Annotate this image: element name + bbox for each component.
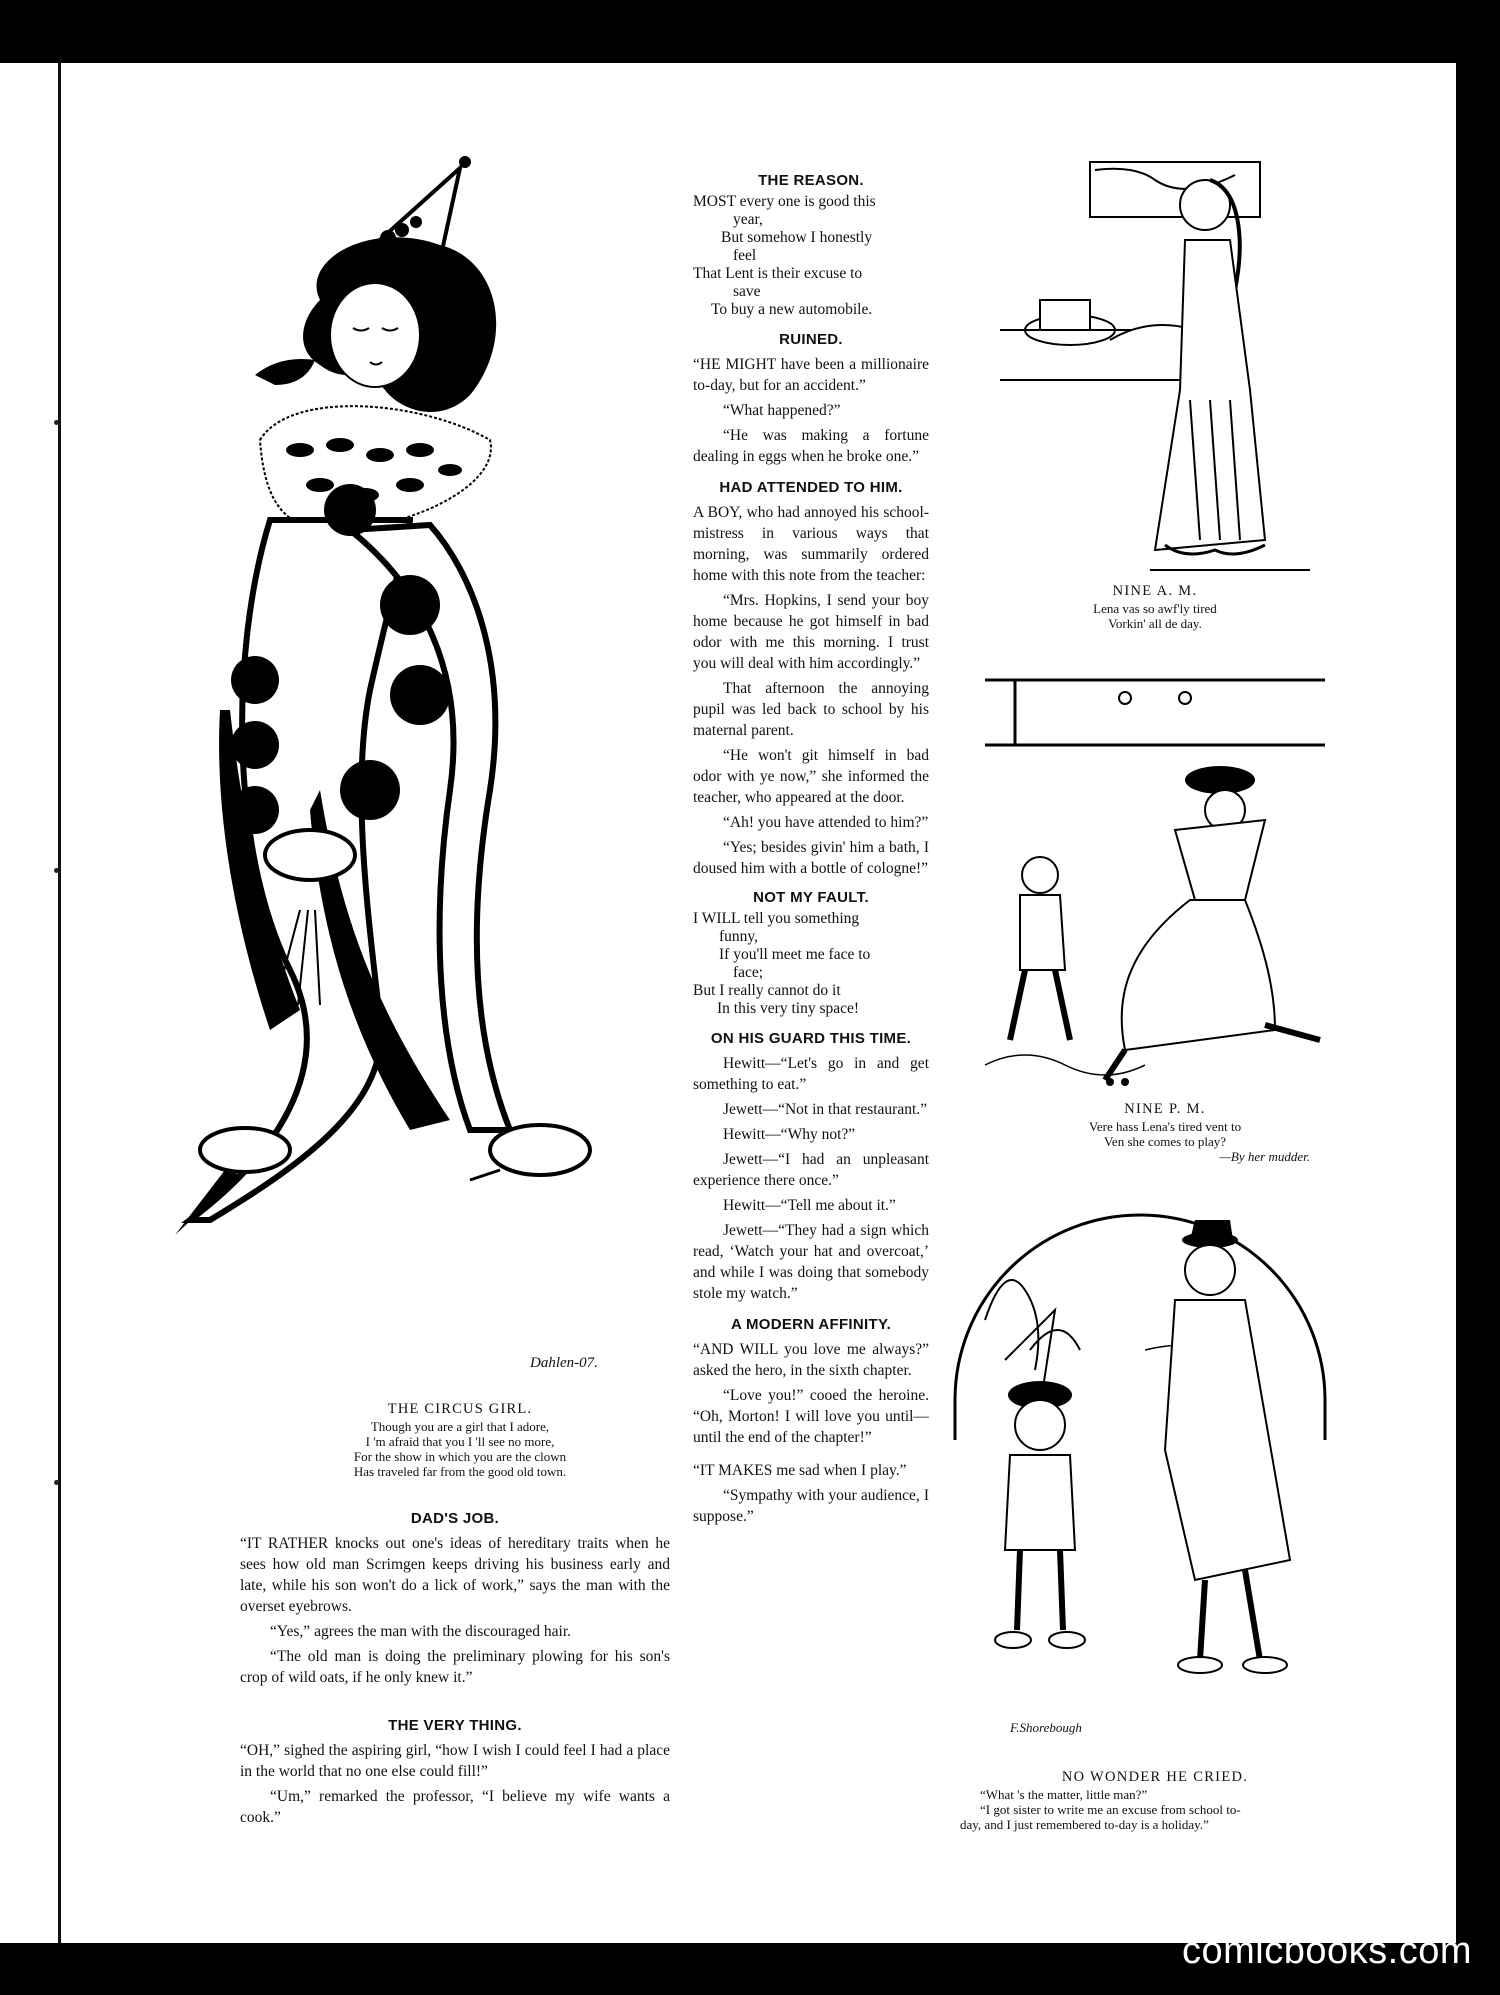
article-paragraph: “Yes,” agrees the man with the discouraged hair.	[270, 1623, 572, 1640]
poem-line: To buy a new automobile.	[711, 301, 873, 318]
nine-pm-caption	[1020, 1102, 1310, 1164]
poem-line: I 'm afraid that you I 'll see no more,	[365, 1434, 555, 1449]
poem-line: But I really cannot do it	[693, 982, 841, 999]
article-makes-sad	[693, 1460, 929, 1527]
article-reason	[693, 172, 929, 319]
caption-line: Ven she comes to play?	[1103, 1134, 1227, 1149]
article-paragraph: “IT MAKES me sad when I play.”	[693, 1462, 907, 1479]
article-paragraph: That afternoon the annoying pupil was led back to school by his maternal parent.	[693, 680, 929, 739]
circus-girl-caption	[250, 1402, 670, 1479]
article-very-thing	[240, 1715, 670, 1832]
artist-signature: Dahlen-07.	[530, 1355, 598, 1371]
caption-title: NINE P. M.	[1124, 1101, 1206, 1117]
nine-am-caption	[1040, 584, 1270, 631]
poem	[693, 910, 929, 1018]
lena-washing-illustration	[990, 150, 1310, 580]
binding-hole	[54, 868, 59, 873]
article-paragraph: “He was making a fortune dealing in eggs when he broke one.”	[693, 427, 929, 465]
article-modern-affinity	[693, 1314, 929, 1448]
article-paragraph: “The old man is doing the preliminary plowing for his son's crop of wild oats, if he only knew it.”	[240, 1648, 670, 1686]
article-not-my-fault	[693, 889, 929, 1018]
article-paragraph: “What happened?”	[723, 402, 841, 419]
binding-hole	[54, 420, 59, 425]
caption-line: “What 's the matter, little man?”	[980, 1787, 1148, 1802]
binding-hole	[54, 1480, 59, 1485]
poem-line: That Lent is their excuse to	[693, 265, 863, 282]
middle-column	[693, 172, 929, 1531]
article-heading: RUINED.	[779, 331, 843, 348]
caption-title: NO WONDER HE CRIED.	[1061, 1769, 1249, 1785]
article-paragraph: “Mrs. Hopkins, I send your boy home because he got himself in bad odor with me this morning. I trust you will deal with him accordingly.”	[693, 592, 929, 672]
article-paragraph: “Love you!” cooed the heroine. “Oh, Morton! I will love you until—until the end of the chapter!”	[693, 1387, 929, 1446]
article-paragraph: “IT RATHER knocks out one's ideas of hereditary traits when he sees how old man Scrimgen keeps driving his business early and late, while his son won't do a lick of work,” says the man with the overset eyebrows.	[240, 1535, 670, 1615]
article-paragraph: Jewett—“Not in that restaurant.”	[723, 1101, 928, 1118]
poem-line: But somehow I honestly	[721, 229, 873, 246]
article-had-attended	[693, 477, 929, 879]
caption-line: Vere hass Lena's tired vent to	[1088, 1119, 1242, 1134]
poem-line: Has traveled far from the good old town.	[353, 1464, 567, 1479]
gutter-line	[58, 63, 61, 1943]
article-paragraph: Hewitt—“Why not?”	[723, 1126, 856, 1143]
caption-line: Lena vas so awf'ly tired	[1093, 601, 1217, 616]
poem-line: If you'll meet me face to	[719, 946, 871, 963]
article-paragraph: “HE MIGHT have been a millionaire to-day, but for an accident.”	[693, 356, 929, 394]
caption-line: Vorkin' all de day.	[1108, 616, 1202, 631]
poem-line: funny,	[719, 928, 759, 945]
article-paragraph: Jewett—“I had an unpleasant experience there once.”	[693, 1151, 929, 1189]
caption-line: “I got sister to write me an excuse from school to-	[980, 1802, 1241, 1817]
caption-attribution: —By her mudder.	[1219, 1149, 1310, 1164]
site-watermark: comicbooks.com	[1182, 1930, 1472, 1972]
article-heading: HAD ATTENDED TO HIM.	[719, 479, 903, 496]
circus-girl-illustration	[170, 150, 630, 1400]
page-edge	[0, 63, 60, 1943]
article-paragraph: “Yes; besides givin' him a bath, I doused him with a bottle of cologne!”	[693, 839, 929, 877]
article-paragraph: “He won't git himself in bad odor with ye now,” she informed the teacher, who appeared at the door.	[693, 747, 929, 806]
poem-line: year,	[733, 211, 763, 228]
article-paragraph: “AND WILL you love me always?” asked the hero, in the sixth chapter.	[693, 1341, 929, 1379]
article-paragraph: Hewitt—“Tell me about it.”	[723, 1197, 896, 1214]
article-paragraph: “Ah! you have attended to him?”	[723, 814, 929, 831]
article-heading: NOT MY FAULT.	[753, 889, 869, 906]
article-paragraph: “Sympathy with your audience, I suppose.”	[693, 1487, 929, 1525]
caption-title: NINE A. M.	[1112, 583, 1198, 599]
caption-title: THE CIRCUS GIRL.	[387, 1401, 533, 1417]
poem-line: MOST every one is good this	[693, 193, 876, 210]
article-heading: ON HIS GUARD THIS TIME.	[710, 1030, 912, 1047]
article-paragraph: Jewett—“They had a sign which read, ‘Watch your hat and overcoat,’ and while I was doing that somebody stole my watch.”	[693, 1222, 929, 1302]
poem-line: feel	[733, 247, 757, 264]
article-paragraph: “Um,” remarked the professor, “I believe my wife wants a cook.”	[240, 1788, 670, 1826]
article-heading: THE REASON.	[758, 172, 864, 189]
poem-line: For the show in which you are the clown	[353, 1449, 567, 1464]
article-dads-job	[240, 1508, 670, 1692]
poem-line: Though you are a girl that I adore,	[370, 1419, 550, 1434]
article-paragraph: “OH,” sighed the aspiring girl, “how I wish I could feel I had a place in the world that no one else could fill!”	[240, 1742, 670, 1780]
no-wonder-caption	[960, 1770, 1350, 1832]
article-ruined	[693, 329, 929, 467]
boy-crying-illustration	[945, 1200, 1340, 1760]
lena-skating-illustration	[975, 670, 1335, 1090]
caption-line: day, and I just remembered to-day is a holiday.”	[960, 1817, 1209, 1832]
article-heading: A MODERN AFFINITY.	[730, 1316, 892, 1333]
poem	[693, 193, 929, 319]
article-on-his-guard	[693, 1028, 929, 1304]
poem-line: save	[733, 283, 761, 300]
article-heading: THE VERY THING.	[388, 1717, 522, 1734]
poem-line: In this very tiny space!	[717, 1000, 860, 1017]
poem-line: I WILL tell you something	[693, 910, 860, 927]
article-heading: DAD'S JOB.	[410, 1510, 500, 1527]
poem-line: face;	[733, 964, 764, 981]
artist-signature: F.Shorebough	[1010, 1720, 1082, 1735]
article-paragraph: Hewitt—“Let's go in and get something to eat.”	[693, 1055, 929, 1093]
article-paragraph: A BOY, who had annoyed his school-mistress in various ways that morning, was summarily ordered home with this note from the teacher:	[693, 504, 929, 584]
